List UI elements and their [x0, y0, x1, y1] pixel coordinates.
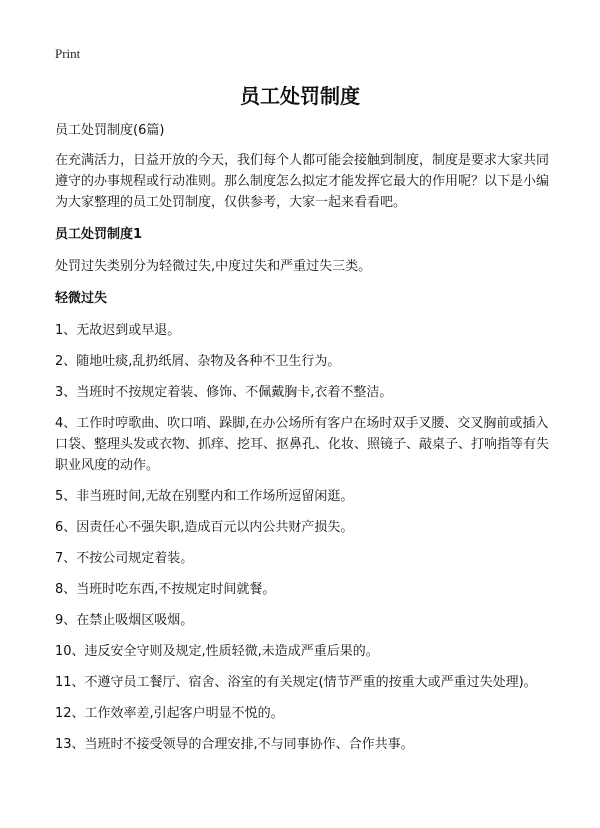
list-item: 10、违反安全守则及规定,性质轻微,未造成严重后果的。 — [55, 644, 379, 659]
list-item: 12、工作效率差,引起客户明显不悦的。 — [55, 706, 284, 721]
section-heading: 员工处罚制度1 — [55, 227, 143, 242]
list-item: 9、在禁止吸烟区吸烟。 — [55, 613, 194, 628]
print-label: Print — [55, 46, 81, 61]
list-item: 3、当班时不按规定着装、修饰、不佩戴胸卡,衣着不整洁。 — [55, 385, 393, 400]
document-body — [55, 120, 555, 765]
list-item: 2、随地吐痰,乱扔纸屑、杂物及各种不卫生行为。 — [55, 354, 341, 369]
page-title: 员工处罚制度 — [240, 84, 360, 108]
list-item: 1、无故迟到或早退。 — [55, 323, 181, 338]
list-item: 6、因责任心不强失职,造成百元以内公共财产损失。 — [55, 520, 354, 535]
section-subheading: 轻微过失 — [55, 291, 108, 306]
list-item: 11、不遵守员工餐厅、宿舍、浴室的有关规定(情节严重的按重大或严重过失处理)。 — [55, 675, 537, 690]
list-item: 8、当班时吃东西,不按规定时间就餐。 — [55, 582, 276, 597]
section-description: 处罚过失类别分为轻微过失,中度过失和严重过失三类。 — [55, 259, 372, 274]
document-subtitle: 员工处罚制度(6篇) — [55, 123, 165, 138]
intro-paragraph: 在充满活力，日益开放的今天，我们每个人都可能会接触到制度，制度是要求大家共同遵守的办事规程或行动准则。那么制度怎么拟定才能发挥它最大的作用呢？以下是小编为大家整理的员工处罚制度，仅供参考，大家一起来看看吧。 — [55, 153, 550, 210]
list-item: 4、工作时哼歌曲、吹口哨、跺脚,在办公场所有客户在场时双手叉腰、交叉胸前或插入口袋、整理头发或衣物、抓痒、挖耳、抠鼻孔、化妆、照镜子、敲桌子、打响指等有失职业风度的动作。 — [55, 416, 550, 473]
list-item: 5、非当班时间,无故在别墅内和工作场所逗留闲逛。 — [55, 489, 354, 504]
list-item: 7、不按公司规定着装。 — [55, 551, 194, 566]
list-item: 13、当班时不接受领导的合理安排,不与同事协作、合作共事。 — [55, 737, 414, 752]
